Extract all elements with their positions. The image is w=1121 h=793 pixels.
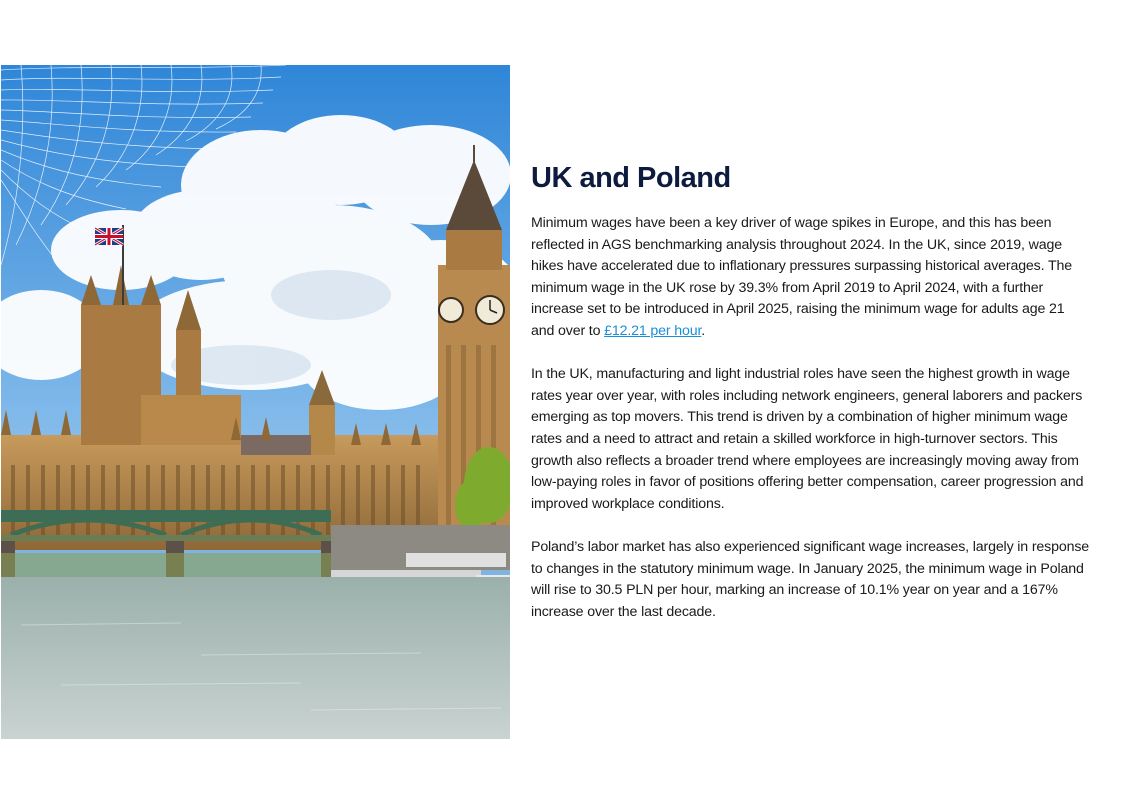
minimum-wage-link[interactable]: £12.21 per hour <box>604 322 702 339</box>
paragraph1-text: Minimum wages have been a key driver of wage spikes in Europe, and this has been reflected in AGS benchmarking analysis throughout 2024. In the UK, since 2019, wage hikes have accelerated due to inflationary pressures surpassing historical averages. The minimum wage in the UK rose by 39.3% from April 2019 to April 2024, with a further increase set to be introduced in April 2025, raising the minimum wage for adults age 21 and over to <box>531 215 1072 339</box>
westminster-photo <box>1 65 510 739</box>
paragraph1-end: . <box>701 322 706 339</box>
paragraph-poland: Poland’s labor market has also experienced significant wage increases, largely in response to changes in the statutory minimum wage. In January 2025, the minimum wage in Poland will rise to 30.5 PLN per hour, marking an increase of 10.1% year on year and a 167% increase over the last decade. <box>531 538 1089 620</box>
paragraph-uk-minimum-wage <box>531 213 1091 343</box>
article-text <box>531 160 1091 623</box>
river-thames <box>1 577 510 739</box>
westminster-illustration <box>1 65 510 739</box>
paragraph-uk-roles: In the UK, manufacturing and light industrial roles have seen the highest growth in wage rates year over year, with roles including network engineers, general laborers and packers emerging as top movers. This trend is driven by a combination of higher minimum wage rates and a need to attract and retain a skilled workforce in high-turnover sectors. This growth also reflects a broader trend where employees are increasingly moving away from low-paying roles in favor of positions offering better compensation, career progression and improved workplace conditions. <box>531 366 1084 512</box>
page-title: UK and Poland <box>531 162 731 194</box>
